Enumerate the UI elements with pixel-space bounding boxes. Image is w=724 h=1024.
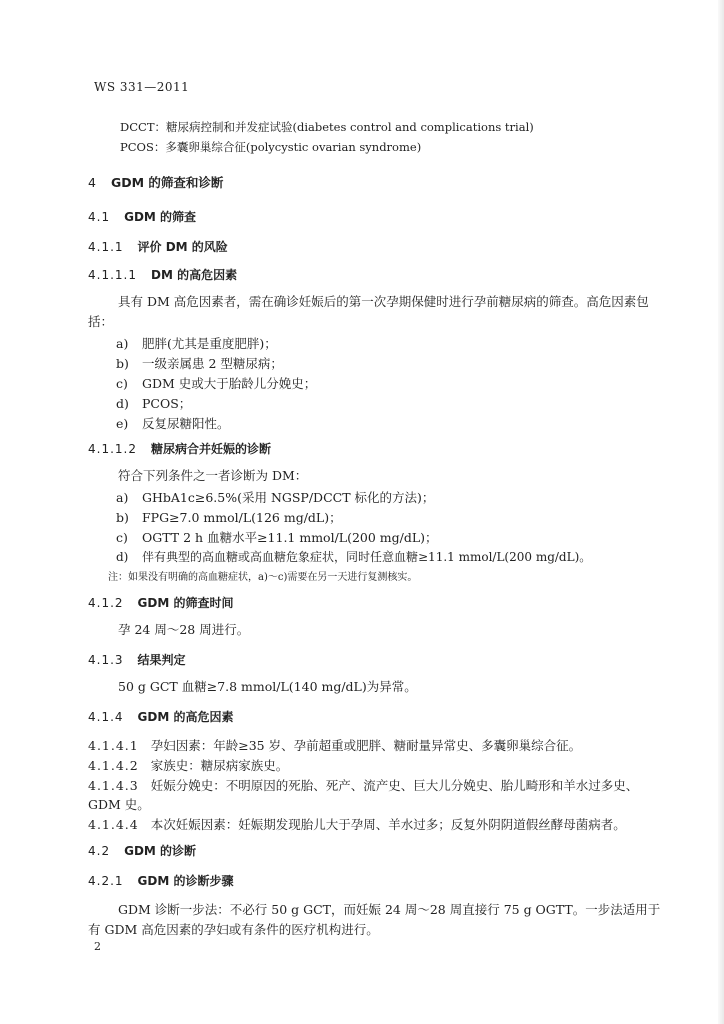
list-item: c) GDM 史或大于胎龄儿分娩史；	[116, 376, 317, 391]
section-number: 4.2.1	[88, 874, 124, 888]
subclause: 4.1.4.3 妊娠分娩史：不明原因的死胎、死产、流产史、巨大儿分娩史、胎儿畸形和羊水过多史、	[88, 778, 639, 793]
section-title: GDM 的筛查和诊断	[110, 175, 224, 190]
section-title: 结果判定	[137, 653, 186, 667]
section-title: GDM 的筛查时间	[137, 596, 234, 610]
paragraph-result: 50 g GCT 血糖≥7.8 mmol/L(140 mg/dL)为异常。	[118, 679, 417, 694]
list-item: b) 一级亲属患 2 型糖尿病；	[116, 356, 283, 371]
section-number: 4.1.1.1	[88, 268, 137, 282]
section-4-1-3-heading	[88, 651, 186, 668]
list-item: b) FPG≥7.0 mmol/L(126 mg/dL)；	[116, 510, 342, 525]
section-number: 4.1.2	[88, 596, 124, 610]
paragraph-dm-risk: 具有 DM 高危因素者，需在确诊妊娠后的第一次孕期保健时进行孕前糖尿病的筛查。高危因素包括：	[88, 294, 649, 329]
paragraph-screening-time: 孕 24 周～28 周进行。	[118, 622, 250, 637]
section-4-1-1-2-heading	[88, 440, 271, 457]
list-item: a) GHbA1c≥6.5%(采用 NGSP/DCCT 标化的方法)；	[116, 490, 435, 505]
abbreviation-dcct: DCCT：糖尿病控制和并发症试验(diabetes control and complications trial)	[120, 120, 534, 134]
section-number: 4.1.1.2	[88, 442, 137, 456]
abbreviation-pcos: PCOS：多囊卵巢综合征(polycystic ovarian syndrome)	[120, 140, 422, 154]
subclause: 4.1.4.1 孕妇因素：年龄≥35 岁、孕前超重或肥胖、糖耐量异常史、多囊卵巢综合征。	[88, 738, 582, 753]
list-item: e) 反复尿糖阳性。	[116, 416, 230, 431]
section-4-1-4-heading	[88, 708, 233, 725]
section-title: 评价 DM 的风险	[137, 240, 228, 254]
section-title: GDM 的筛查	[124, 210, 197, 224]
section-4-1-heading	[88, 208, 196, 225]
page-number: 2	[94, 940, 101, 953]
section-4-2-1-heading	[88, 872, 233, 889]
list-item: a) 肥胖(尤其是重度肥胖)；	[116, 336, 277, 351]
paragraph-dm-diagnosis: 符合下列条件之一者诊断为 DM：	[118, 468, 308, 483]
section-title: 糖尿病合并妊娠的诊断	[150, 442, 271, 456]
note: 注：如果没有明确的高血糖症状，a)～c)需要在另一天进行复测核实。	[108, 572, 418, 583]
standard-code: WS 331—2011	[94, 80, 190, 94]
subclause-continuation: GDM 史。	[88, 797, 150, 812]
scan-edge-shadow	[718, 0, 724, 1024]
section-title: GDM 的诊断步骤	[137, 874, 234, 888]
section-number: 4.1.1	[88, 240, 124, 254]
section-4-1-2-heading	[88, 594, 233, 611]
section-number: 4	[88, 175, 97, 190]
section-number: 4.1	[88, 210, 111, 224]
section-number: 4.1.3	[88, 653, 124, 667]
section-4-1-1-heading	[88, 238, 228, 255]
section-title: GDM 的诊断	[124, 844, 197, 858]
subclause: 4.1.4.2 家族史：糖尿病家族史。	[88, 758, 289, 773]
section-4-2-heading	[88, 842, 196, 859]
section-title: DM 的高危因素	[150, 268, 238, 282]
list-item: d) 伴有典型的高血糖或高血糖危象症状，同时任意血糖≥11.1 mmol/L(200 mg/dL)。	[116, 550, 592, 564]
section-number: 4.2	[88, 844, 111, 858]
section-4-heading	[88, 173, 223, 191]
section-4-1-1-1-heading	[88, 266, 237, 283]
section-title: GDM 的高危因素	[137, 710, 234, 724]
section-number: 4.1.4	[88, 710, 124, 724]
subclause: 4.1.4.4 本次妊娠因素：妊娠期发现胎儿大于孕周、羊水过多；反复外阴阴道假丝酵母菌病者。	[88, 817, 626, 832]
list-item: c) OGTT 2 h 血糖水平≥11.1 mmol/L(200 mg/dL)；	[116, 530, 438, 545]
paragraph-diagnosis-steps: GDM 诊断一步法：不必行 50 g GCT，而妊娠 24 周～28 周直接行 75 g OGTT。一步法适用于有 GDM 高危因素的孕妇或有条件的医疗机构进行。	[88, 902, 661, 937]
list-item: d) PCOS；	[116, 396, 192, 411]
